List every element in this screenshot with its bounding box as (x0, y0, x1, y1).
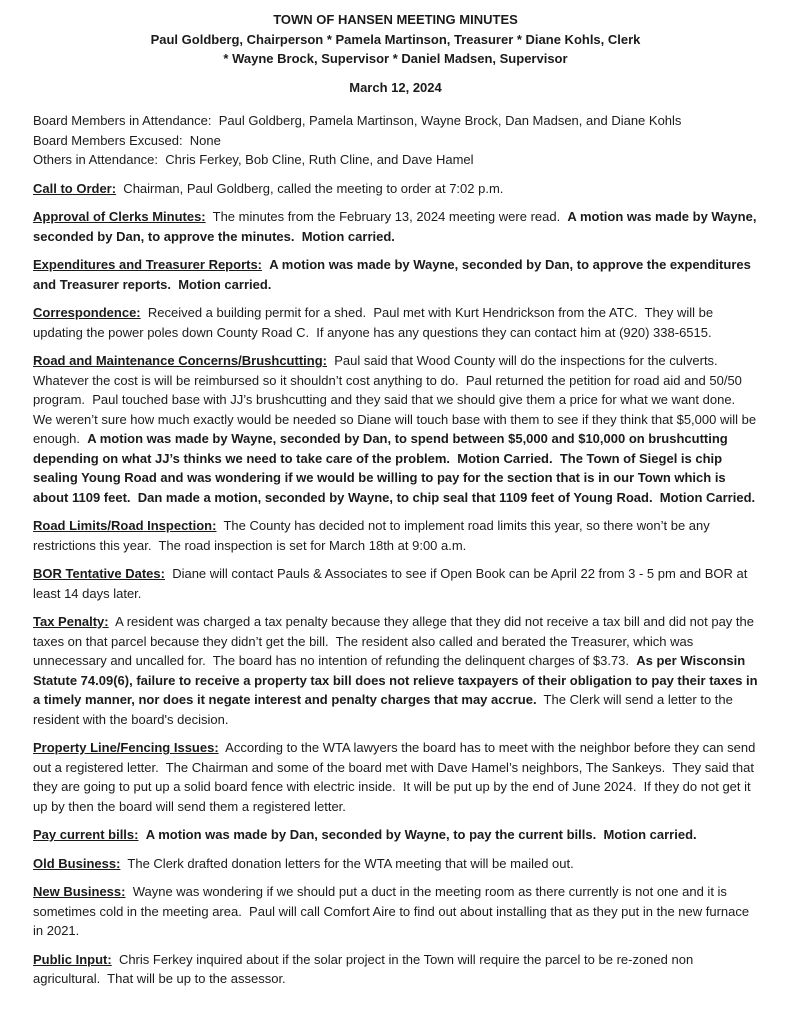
section-text (138, 827, 145, 842)
section-heading: Public Input: (33, 951, 112, 967)
attendance-members-line: Board Members in Attendance: Paul Goldberg, Pamela Martinson, Wayne Brock, Dan Madsen, and Diane Kohls (33, 113, 682, 128)
section-text-bold: A motion was made by Wayne, seconded by Dan, to approve the expenditures and Treasurer reports. Motion carried. (33, 257, 755, 292)
section-text: The minutes from the February 13, 2024 meeting were read. (205, 209, 568, 224)
section-heading: Approval of Clerks Minutes: (33, 209, 206, 224)
section-text: The Clerk will send a letter to the resident with the board's decision. (33, 692, 737, 727)
section-text: Diane will contact Pauls & Associates to see if Open Book can be April 22 from 3 - 5 pm and BOR at least 14 days later. (33, 566, 751, 601)
section-text-bold: A motion was made by Wayne, seconded by Dan, to spend between $5,000 and $10,000 on brushcutting depending on what JJ’s thinks we need to take care of the problem. Motion Carried. The Town of Siegel is chip sealing Young Road and was wondering if we would be willing to pay for the section that is in our Town which is about 1109 feet. Dan made a motion, seconded by Wayne, to chip seal that 1109 feet of Young Road. Motion Carried. (33, 431, 756, 505)
section-paragraph (33, 351, 758, 507)
section-text: The Clerk drafted donation letters for the WTA meeting that will be mailed out. (120, 855, 574, 871)
section-paragraph (33, 738, 758, 816)
section-paragraph (33, 854, 758, 874)
attendance-others-line: Others in Attendance: Chris Ferkey, Bob Cline, Ruth Cline, and Dave Hamel (33, 152, 474, 167)
section-paragraph (33, 255, 758, 294)
section-text: Chris Ferkey inquired about if the solar project in the Town will require the parcel to be re-zoned non agricultural. That will be up to the assessor. (33, 951, 697, 986)
section-text-bold: A motion was made by Wayne, seconded by Dan, to approve the minutes. Motion carried. (33, 209, 761, 244)
section-heading: New Business: (33, 884, 126, 899)
attendance-block (33, 111, 758, 170)
section-text: Paul said that Wood County will do the inspections for the culverts. Whatever the cost is will be reimbursed so it shouldn’t cost anything to do. Paul returned the petition for road aid and 50/50 program. Paul touched base with JJ’s brushcutting and they said that we should give them a price for what we want done. We weren’t sure how much exactly would be needed so Diane will touch base with them to see if they think that $5,000 will be enough. (33, 353, 760, 446)
section-text-bold: A motion was made by Dan, seconded by Wayne, to pay the current bills. Motion carried. (145, 827, 697, 842)
officers-line-2: * Wayne Brock, Supervisor * Daniel Madsen, Supervisor (223, 51, 568, 66)
document-header (33, 10, 758, 97)
section-paragraph (33, 612, 762, 729)
section-text: According to the WTA lawyers the board has to meet with the neighbor before they can send out a registered letter. The Chairman and some of the board met with Dave Hamel’s neighbors, The Sankeys. They said that they are going to put up a solid board fence with electric inside. It will be put up by the end of June 2024. If they do not get it up by then the board will send them a registered letter. (33, 740, 759, 814)
sections-container (33, 179, 762, 989)
meeting-date: March 12, 2024 (349, 79, 442, 95)
section-paragraph (33, 564, 758, 603)
section-paragraph (33, 825, 758, 845)
section-heading: Property Line/Fencing Issues: (33, 740, 219, 755)
document-title: TOWN OF HANSEN MEETING MINUTES (273, 12, 518, 27)
section-text: Chairman, Paul Goldberg, called the meeting to order at 7:02 p.m. (116, 180, 504, 196)
section-heading: BOR Tentative Dates: (33, 566, 165, 581)
section-heading: Old Business: (33, 855, 121, 871)
section-paragraph (33, 303, 758, 342)
section-heading: Expenditures and Treasurer Reports: (33, 257, 263, 272)
section-heading: Road Limits/Road Inspection: (33, 518, 217, 533)
section-heading: Call to Order: (33, 180, 117, 196)
section-heading: Tax Penalty: (33, 614, 109, 629)
section-heading: Road and Maintenance Concerns/Brushcutting: (33, 353, 327, 368)
section-paragraph (33, 179, 758, 199)
section-heading: Correspondence: (33, 305, 141, 320)
section-paragraph (33, 882, 758, 941)
section-text-bold: As per Wisconsin Statute 74.09(6), failure to receive a property tax bill does not relieve taxpayers of their obligation to pay their taxes in a timely manner, nor does it negate interest and penalty charges that may accrue. (33, 653, 762, 707)
section-heading: Pay current bills: (33, 827, 139, 842)
section-paragraph (33, 516, 758, 555)
attendance-excused-line: Board Members Excused: None (33, 132, 221, 148)
section-text: Wayne was wondering if we should put a duct in the meeting room as there currently is not one and it is sometimes cold in the meeting area. Paul will call Comfort Aire to find out about installing that as they put in the new furnace in 2021. (33, 884, 753, 938)
section-text: The County has decided not to implement road limits this year, so there won’t be any restrictions this year. The road inspection is set for March 18th at 9:00 a.m. (33, 518, 714, 553)
section-paragraph (33, 207, 761, 246)
section-paragraph (33, 950, 758, 989)
section-text: A resident was charged a tax penalty because they allege that they did not receive a tax bill and did not pay the taxes on that parcel because they didn’t get the bill. The resident also called and berated the Treasurer, which was unnecessary and uncalled for. The board has no intention of refunding the delinquent charges of $3.73. (33, 614, 758, 668)
officers-line-1: Paul Goldberg, Chairperson * Pamela Martinson, Treasurer * Diane Kohls, Clerk (150, 31, 641, 47)
section-text: Received a building permit for a shed. Paul met with Kurt Hendrickson from the ATC. They will be updating the power poles down County Road C. If anyone has any questions they can contact him at (920) 338-6515. (33, 305, 717, 340)
